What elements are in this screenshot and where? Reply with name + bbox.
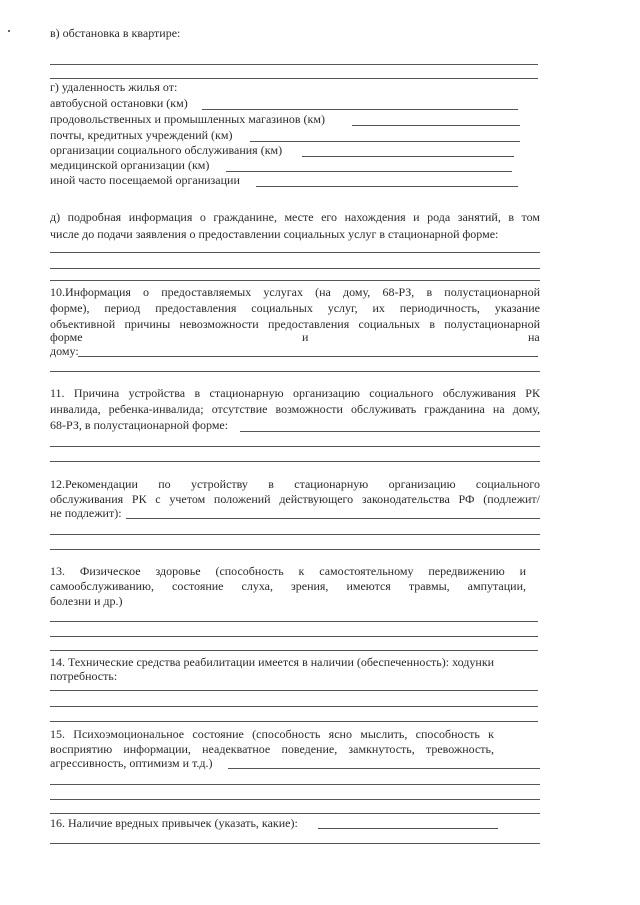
blank-line[interactable] xyxy=(50,268,540,269)
distance-shops-label: продовольственных и промышленных магазинов (км) xyxy=(50,112,325,126)
distance-post-label: почты, кредитных учреждений (км) xyxy=(50,128,233,142)
section-10-line2: форме), период предоставления социальных услуг, их периодичность, указание xyxy=(50,301,540,315)
section-13-line2: самообслуживанию, состояние слуха, зрения, имеются травмы, ампутации, xyxy=(50,579,526,593)
section-v-label: в) обстановка в квартире: xyxy=(50,26,181,40)
blank-line[interactable] xyxy=(50,636,538,637)
section-10-line4-a: форме xyxy=(50,330,83,344)
distance-social-org-label: организации социального обслуживания (км) xyxy=(50,143,283,157)
distance-shops-field[interactable] xyxy=(352,125,520,126)
section-11-line3: 68-РЗ, в полустационарной форме: xyxy=(50,418,229,432)
section-12-line3: не подлежит): xyxy=(50,506,122,520)
blank-line xyxy=(50,78,538,79)
section-12-line2: обслуживания РК с учетом положений действующего законодательства РФ (подлежит/ xyxy=(50,492,540,506)
distance-post-field[interactable] xyxy=(250,141,520,142)
section-10-line3: объективной причины невозможности предоставления социальных в полустационарной xyxy=(50,317,540,331)
distance-other-label: иной часто посещаемой организации xyxy=(50,173,240,187)
section-11-field[interactable] xyxy=(240,431,540,432)
blank-line[interactable] xyxy=(50,843,540,844)
distance-medical-label: медицинской организации (км) xyxy=(50,158,210,172)
distance-bus-label: автобусной остановки (км) xyxy=(50,96,188,110)
distance-bus-field[interactable] xyxy=(202,109,518,110)
blank-line[interactable] xyxy=(50,534,540,535)
distance-medical-field[interactable] xyxy=(226,171,512,172)
distance-social-org-field[interactable] xyxy=(302,156,514,157)
section-16-label: 16. Наличие вредных привычек (указать, какие): xyxy=(50,816,298,830)
distance-other-field[interactable] xyxy=(256,186,518,187)
section-15-line2: восприятию информации, неадекватное поведение, замкнутость, тревожность, xyxy=(50,742,494,756)
blank-line[interactable] xyxy=(50,252,540,253)
blank-line[interactable] xyxy=(50,650,538,651)
section-11-line2: инвалида, ребенка-инвалида; отсутствие возможности обслуживать гражданина на дому, xyxy=(50,402,540,416)
blank-line[interactable] xyxy=(50,721,538,722)
section-14-line2: потребность: xyxy=(50,669,118,683)
section-13-line1: 13. Физическое здоровье (способность к самостоятельному передвижению и xyxy=(50,564,526,578)
section-d-line2: числе до подачи заявления о предоставлении социальных услуг в стационарной форме: xyxy=(50,227,499,241)
section-14-line1: 14. Технические средства реабилитации имеется в наличии (обеспеченность): ходунки xyxy=(50,655,495,669)
section-10-line1: 10.Информация о предоставляемых услугах (на дому, 68-РЗ, в полустационарной xyxy=(50,285,540,299)
blank-line xyxy=(50,64,538,65)
blank-line[interactable] xyxy=(50,371,540,372)
section-13-line3: болезни и др.) xyxy=(50,594,123,608)
blank-line[interactable] xyxy=(50,549,540,550)
blank-line[interactable] xyxy=(50,621,538,622)
section-12-field[interactable] xyxy=(126,518,540,519)
section-10-line4-b: и xyxy=(302,330,309,344)
blank-line[interactable] xyxy=(50,446,540,447)
section-g-title: г) удаленность жилья от: xyxy=(50,80,178,94)
section-15-line1: 15. Психоэмоциональное состояние (способность ясно мыслить, способность к xyxy=(50,727,494,741)
blank-line[interactable] xyxy=(50,690,538,691)
scan-speck xyxy=(8,30,10,32)
section-d-line1: д) подробная информация о гражданине, месте его нахождения и рода занятий, в том xyxy=(50,210,540,224)
section-12-line1: 12.Рекомендации по устройству в стационарную организацию социального xyxy=(50,477,540,491)
section-15-field[interactable] xyxy=(228,768,540,769)
section-10-line5: дому: xyxy=(50,344,79,358)
blank-line[interactable] xyxy=(50,784,540,785)
section-11-line1: 11. Причина устройства в стационарную организацию социального обслуживания РК xyxy=(50,386,540,400)
blank-line[interactable] xyxy=(50,799,540,800)
blank-line[interactable] xyxy=(50,813,540,814)
section-10-field[interactable] xyxy=(78,356,538,357)
section-10-line4-c: на xyxy=(528,330,540,344)
section-15-line3: агрессивность, оптимизм и т.д.) xyxy=(50,756,213,770)
blank-line[interactable] xyxy=(50,706,538,707)
blank-line[interactable] xyxy=(50,280,540,281)
section-16-field[interactable] xyxy=(318,828,498,829)
blank-line[interactable] xyxy=(50,461,540,462)
